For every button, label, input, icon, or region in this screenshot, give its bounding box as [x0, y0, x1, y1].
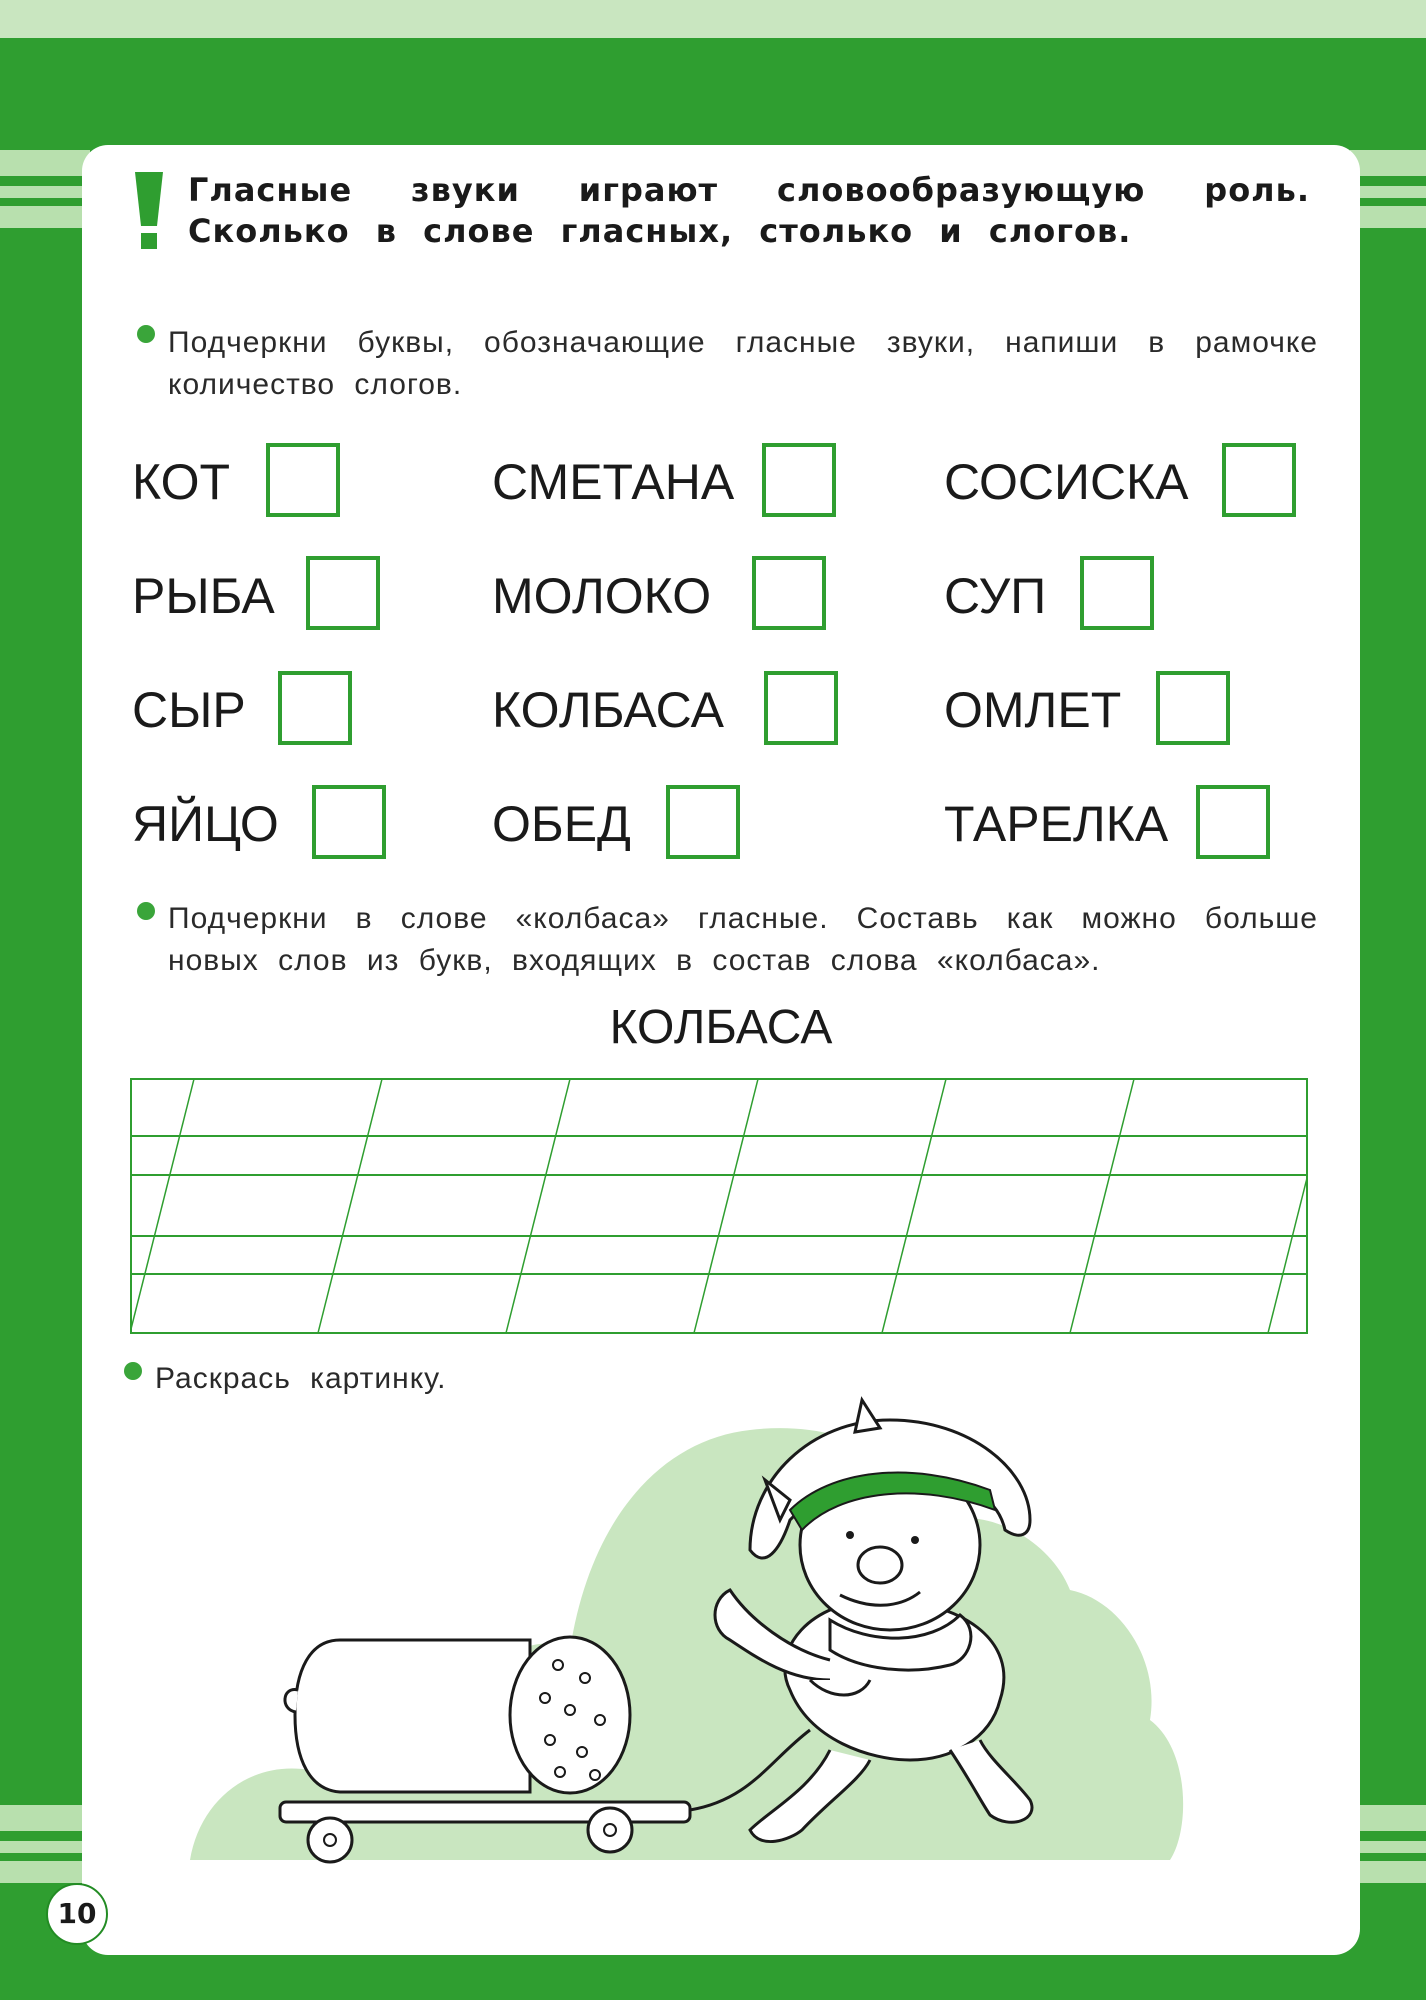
kolbasa-heading: КОЛБАСА: [609, 1001, 833, 1054]
word-obed: ОБЕД: [492, 796, 631, 852]
syllable-box-yaitso[interactable]: [312, 785, 386, 859]
syllable-box-kolbasa[interactable]: [764, 671, 838, 745]
task3-bullet: [124, 1362, 142, 1380]
word-sosiska: СОСИСКА: [944, 454, 1189, 510]
task1-instruction: Подчеркни буквы, обозначающие гласные звуки, напиши в рамочке количество слогов.: [168, 326, 1318, 401]
word-syr: СЫР: [132, 682, 246, 738]
rule-text: Гласные звуки играют словообразующую роль. Сколько в слове гласных, столько и слогов.: [188, 171, 1310, 250]
word-sup: СУП: [944, 568, 1047, 624]
syllable-box-sup[interactable]: [1080, 556, 1154, 630]
writing-lines[interactable]: [130, 1078, 1308, 1334]
syllable-box-tarelka[interactable]: [1196, 785, 1270, 859]
task2-bullet: [137, 902, 155, 920]
word-tarelka: ТАРЕЛКА: [944, 796, 1169, 852]
word-smetana: СМЕТАНА: [492, 454, 735, 510]
syllable-box-kot[interactable]: [266, 443, 340, 517]
syllable-box-obed[interactable]: [666, 785, 740, 859]
word-moloko: МОЛОКО: [492, 568, 712, 624]
word-omlet: ОМЛЕТ: [944, 682, 1122, 738]
page-number: 10: [46, 1883, 108, 1945]
syllable-box-syr[interactable]: [278, 671, 352, 745]
task3-instruction: Раскрась картинку.: [155, 1362, 447, 1395]
syllable-box-moloko[interactable]: [752, 556, 826, 630]
syllable-box-ryba[interactable]: [306, 556, 380, 630]
syllable-box-omlet[interactable]: [1156, 671, 1230, 745]
word-kot: КОТ: [132, 454, 230, 510]
coloring-picture[interactable]: [190, 1360, 1200, 1880]
exclamation-icon: [132, 170, 166, 252]
task1-bullet: [137, 325, 155, 343]
syllable-box-sosiska[interactable]: [1222, 443, 1296, 517]
word-ryba: РЫБА: [132, 568, 275, 624]
task2-instruction: Подчеркни в слове «колбаса» гласные. Составь как можно больше новых слов из букв, входящих в состав слова «колбаса».: [168, 902, 1318, 977]
syllable-box-smetana[interactable]: [762, 443, 836, 517]
word-kolbasa: КОЛБАСА: [492, 682, 725, 738]
word-yaitso: ЯЙЦО: [132, 796, 279, 852]
